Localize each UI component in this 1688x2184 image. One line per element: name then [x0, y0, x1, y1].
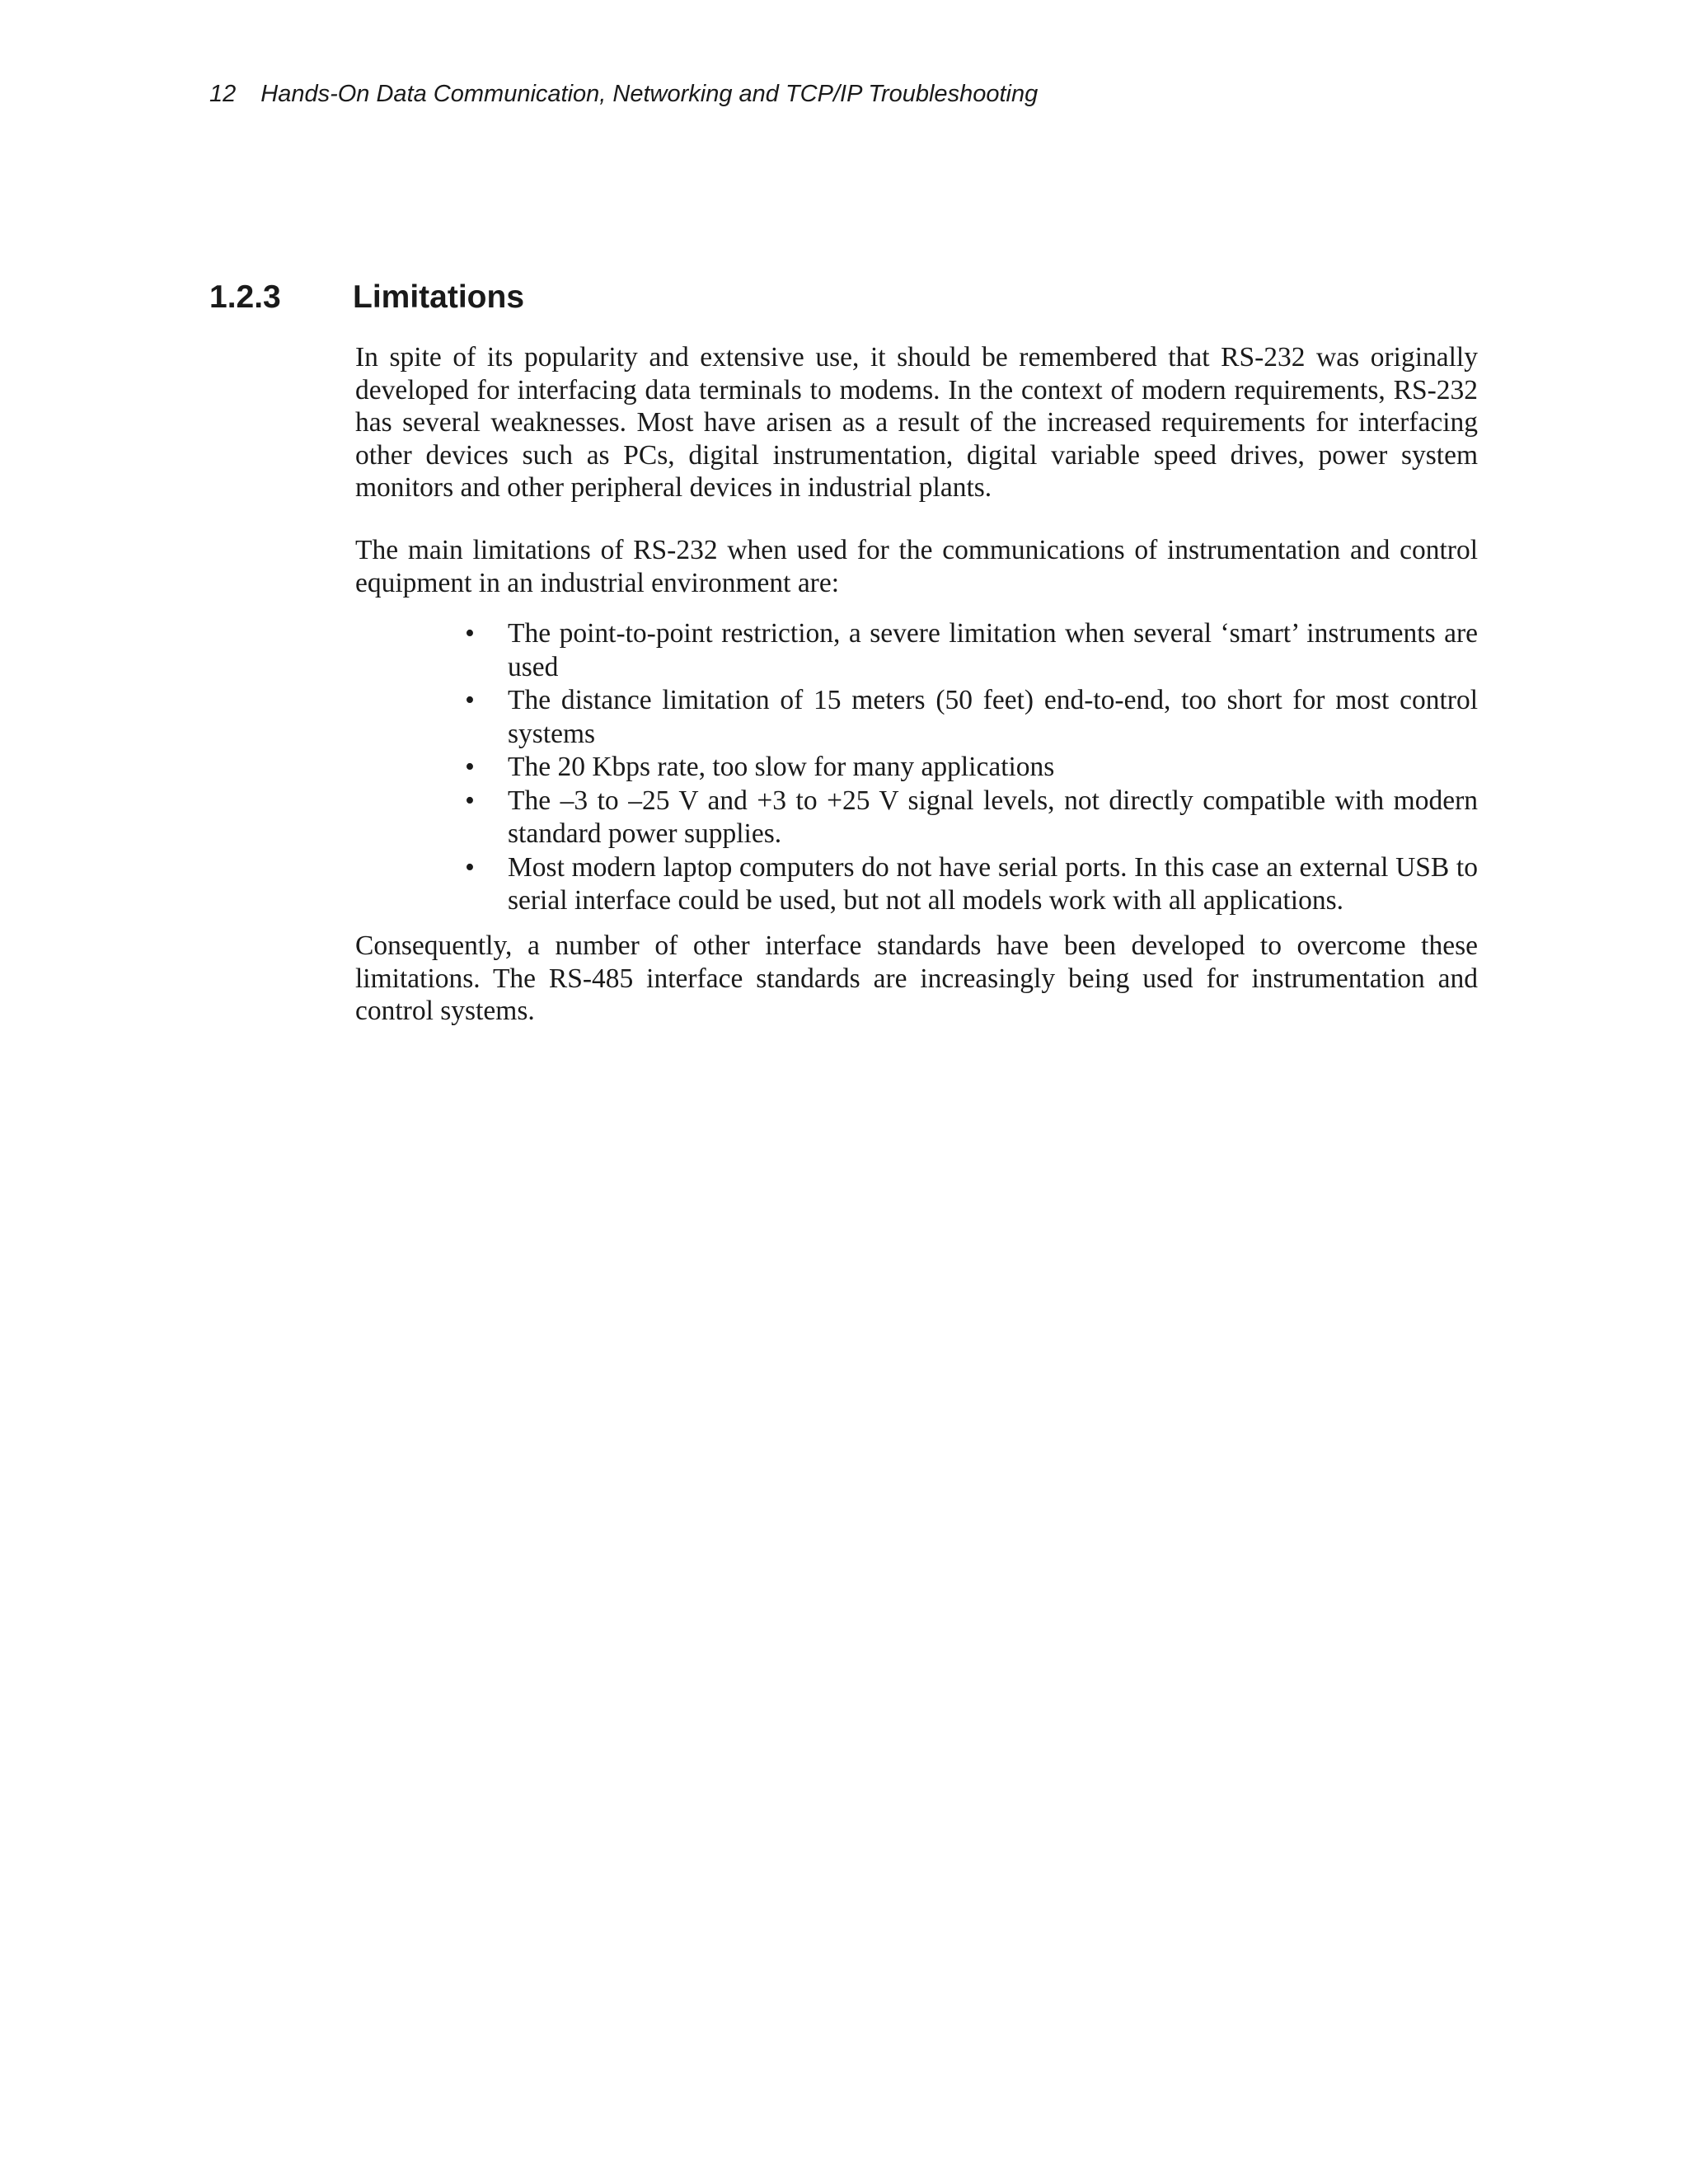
bullet-icon: • — [465, 752, 475, 782]
limitations-lead-paragraph: The main limitations of RS-232 when used for the communications of instrumentation and control equipment in an industrial environment are: — [355, 535, 1478, 598]
list-item — [462, 751, 1478, 785]
list-item-text: The 20 Kbps rate, too slow for many applications — [508, 752, 1055, 782]
page-number: 12 — [209, 81, 237, 107]
list-item-text: The –3 to –25 V and +3 to +25 V signal levels, not directly compatible with modern standard power supplies. — [508, 785, 1478, 849]
running-header — [209, 79, 1038, 109]
conclusion-paragraph: Consequently, a number of other interface standards have been developed to overcome these limitations. The RS-485 interface standards are increasingly being used for instrumentation and control systems. — [355, 930, 1478, 1026]
intro-paragraph: In spite of its popularity and extensive use, it should be remembered that RS-232 was originally developed for interfacing data terminals to modems. In the context of modern requirements, RS-232 has several weaknesses. Most have arisen as a result of the increased requirements for interfacing other devices such as PCs, digital instrumentation, digital variable speed drives, power system monitors and other peripheral devices in industrial plants. — [355, 342, 1478, 503]
section-number: 1.2.3 — [209, 279, 281, 315]
list-item — [462, 851, 1478, 918]
section-title: Limitations — [353, 279, 525, 315]
list-item-text: Most modern laptop computers do not have serial ports. In this case an external USB to serial interface could be used, but not all models work with all applications. — [508, 851, 1478, 916]
bullet-icon: • — [465, 785, 475, 816]
limitations-list — [462, 617, 1478, 918]
section-heading — [209, 277, 524, 318]
list-item — [462, 785, 1478, 851]
book-title: Hands-On Data Communication, Networking and TCP/IP Troubleshooting — [260, 81, 1039, 107]
list-item-text: The point-to-point restriction, a severe limitation when several ‘smart’ instruments are used — [508, 618, 1478, 682]
list-item — [462, 684, 1478, 751]
list-item-text: The distance limitation of 15 meters (50 feet) end-to-end, too short for most control systems — [508, 685, 1478, 749]
bullet-icon: • — [465, 851, 475, 883]
bullet-icon: • — [465, 685, 475, 715]
list-item — [462, 617, 1478, 684]
bullet-icon: • — [465, 618, 475, 649]
